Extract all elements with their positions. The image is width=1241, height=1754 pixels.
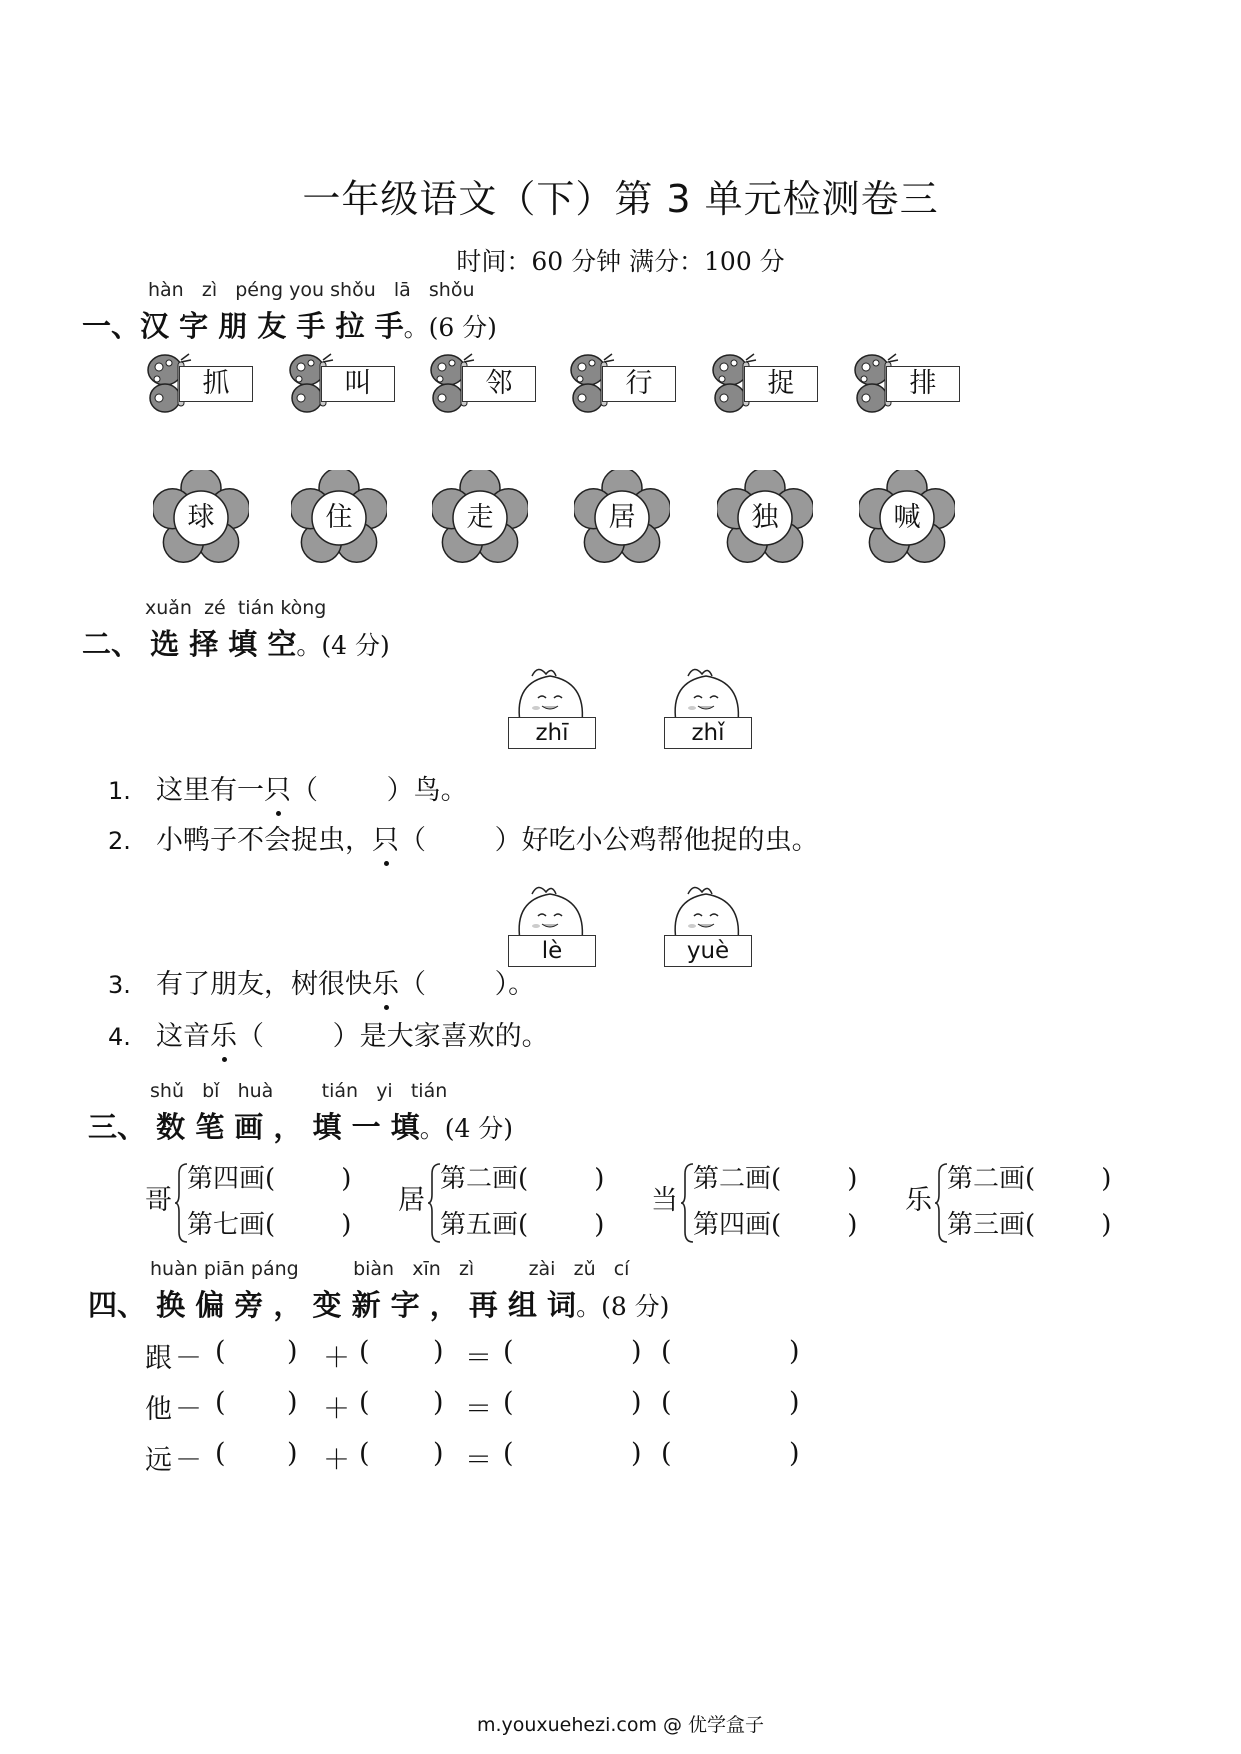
stroke-row: 第四画( )	[187, 1164, 352, 1194]
section3-heading: 三、 数 笔 画 ， 填 一 填。(4 分)	[88, 1110, 514, 1144]
chick-pinyin: lè	[508, 935, 596, 967]
butterfly-card	[568, 350, 678, 420]
question-4: 4. 这音乐（ ）是大家喜欢的。	[108, 1021, 549, 1052]
stroke-char: 哥	[145, 1185, 172, 1216]
radical-row: 他 － ( ) ＋ ( ) ＝ ( ) ( )	[145, 1387, 800, 1425]
emphasis-dot: 乐	[372, 969, 399, 1000]
butterfly-card	[710, 350, 820, 420]
stroke-row: 第二画( )	[693, 1164, 858, 1194]
equals-sign: ＝	[465, 1445, 492, 1476]
plus-sign: ＋	[323, 1445, 350, 1476]
equals-sign: ＝	[465, 1394, 492, 1425]
section1-pinyin: hàn zì péng you shǒu lā shǒu	[148, 279, 475, 301]
flower-char: 居	[608, 502, 636, 533]
question-3: 3. 有了朋友，树很快乐（ ）。	[108, 969, 536, 1000]
page-title: 一年级语文（下）第 3 单元检测卷三	[302, 177, 939, 221]
flower-card	[859, 470, 955, 566]
section1-heading: 一、汉 字 朋 友 手 拉 手。(6 分)	[82, 309, 497, 343]
butterfly-char: 叫	[321, 366, 395, 402]
base-char: 他	[145, 1394, 172, 1425]
chick-pinyin: zhī	[508, 717, 596, 749]
butterfly-char: 排	[886, 366, 960, 402]
stroke-row: 第二画( )	[440, 1164, 605, 1194]
stroke-row: 第三画( )	[947, 1210, 1112, 1240]
plus-sign: ＋	[323, 1394, 350, 1425]
stroke-row: 第四画( )	[693, 1210, 858, 1240]
equals-sign: ＝	[465, 1343, 492, 1374]
section4-pinyin: huàn piān páng biàn xīn zì zài zǔ cí	[150, 1258, 630, 1280]
minus-sign: －	[175, 1394, 202, 1425]
section4-heading: 四、 换 偏 旁 ， 变 新 字 ， 再 组 词。(8 分)	[88, 1288, 670, 1322]
chick-pinyin: zhǐ	[664, 717, 752, 749]
exam-info: 时间：60 分钟 满分：100 分	[456, 247, 785, 276]
radical-row: 跟 － ( ) ＋ ( ) ＝ ( ) ( )	[145, 1336, 800, 1374]
butterfly-char: 邻	[462, 366, 536, 402]
emphasis-dot: 只	[372, 825, 399, 856]
flower-card	[717, 470, 813, 566]
butterfly-char: 捉	[744, 366, 818, 402]
flower-char: 喊	[893, 502, 921, 533]
section3-pinyin: shǔ bǐ huà tián yi tián	[150, 1080, 448, 1102]
chick-pinyin: yuè	[664, 935, 752, 967]
flower-card	[574, 470, 670, 566]
stroke-row: 第二画( )	[947, 1164, 1112, 1194]
flower-char: 住	[325, 502, 353, 533]
flower-card	[291, 470, 387, 566]
stroke-row: 第五画( )	[440, 1210, 605, 1240]
section2-pinyin: xuǎn zé tián kòng	[145, 597, 327, 619]
butterfly-card	[428, 350, 538, 420]
flower-card	[432, 470, 528, 566]
footer-watermark: m.youxuehezi.com @ 优学盒子	[476, 1714, 765, 1736]
flower-char: 独	[751, 502, 779, 533]
plus-sign: ＋	[323, 1343, 350, 1374]
stroke-char: 居	[398, 1185, 425, 1216]
chick-card	[658, 880, 758, 980]
stroke-question	[651, 1158, 891, 1248]
minus-sign: －	[175, 1343, 202, 1374]
question-1: 1. 这里有一只（ ）鸟。	[108, 775, 468, 806]
butterfly-char: 抓	[179, 366, 253, 402]
flower-card	[153, 470, 249, 566]
chick-card	[658, 662, 758, 762]
section2-heading: 二、 选 择 填 空。(4 分)	[82, 627, 390, 661]
chick-card	[502, 662, 602, 762]
emphasis-dot: 乐	[210, 1021, 237, 1052]
butterfly-card	[287, 350, 397, 420]
butterfly-char: 行	[602, 366, 676, 402]
flower-char: 走	[466, 502, 494, 533]
stroke-row: 第七画( )	[187, 1210, 352, 1240]
flower-char: 球	[187, 502, 215, 533]
stroke-question	[905, 1158, 1145, 1248]
stroke-char: 当	[651, 1185, 678, 1216]
stroke-question	[398, 1158, 638, 1248]
butterfly-card	[852, 350, 962, 420]
emphasis-dot: 只	[264, 775, 291, 806]
question-2: 2. 小鸭子不会捉虫，只（ ）好吃小公鸡帮他捉的虫。	[108, 825, 819, 856]
base-char: 跟	[145, 1343, 172, 1374]
butterfly-card	[145, 350, 255, 420]
radical-row: 远 － ( ) ＋ ( ) ＝ ( ) ( )	[145, 1438, 800, 1476]
stroke-question	[145, 1158, 385, 1248]
base-char: 远	[145, 1445, 172, 1476]
minus-sign: －	[175, 1445, 202, 1476]
stroke-char: 乐	[905, 1185, 932, 1216]
